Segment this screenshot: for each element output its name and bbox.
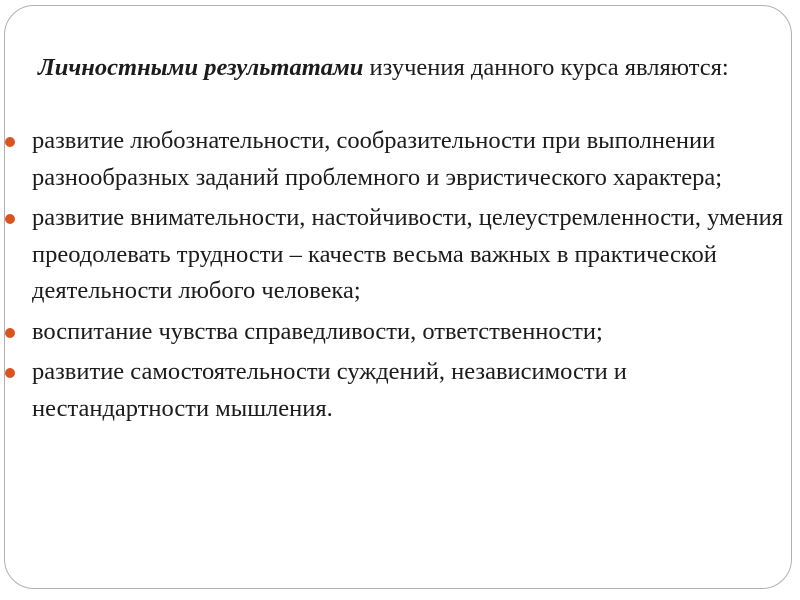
list-item xyxy=(32,314,792,351)
list-item-text: развитие самостоятельности суждений, независимости и нестандартности мышления. xyxy=(32,358,627,422)
list-item xyxy=(32,354,792,427)
results-list xyxy=(32,123,792,431)
bullet-dot-icon xyxy=(5,328,15,338)
intro-rest-text: изучения данного курса являются: xyxy=(363,54,729,81)
intro-lead-text: Личностными результатами xyxy=(38,54,364,81)
list-item-text: развитие любознательности, сообразительности при выполнении разнообразных заданий проблемного и эвристического характера; xyxy=(32,127,723,191)
list-item xyxy=(32,123,792,196)
list-item-text: воспитание чувства справедливости, ответственности; xyxy=(32,317,603,345)
intro-paragraph xyxy=(32,50,772,87)
bullet-dot-icon xyxy=(5,137,15,147)
list-item-text: развитие внимательности, настойчивости, целеустремленности, умения преодолевать трудности – качеств весьма важных в практической деятельности любого человека; xyxy=(32,204,783,304)
bullet-dot-icon xyxy=(5,214,15,224)
list-item xyxy=(32,200,792,310)
bullet-dot-icon xyxy=(5,368,15,378)
